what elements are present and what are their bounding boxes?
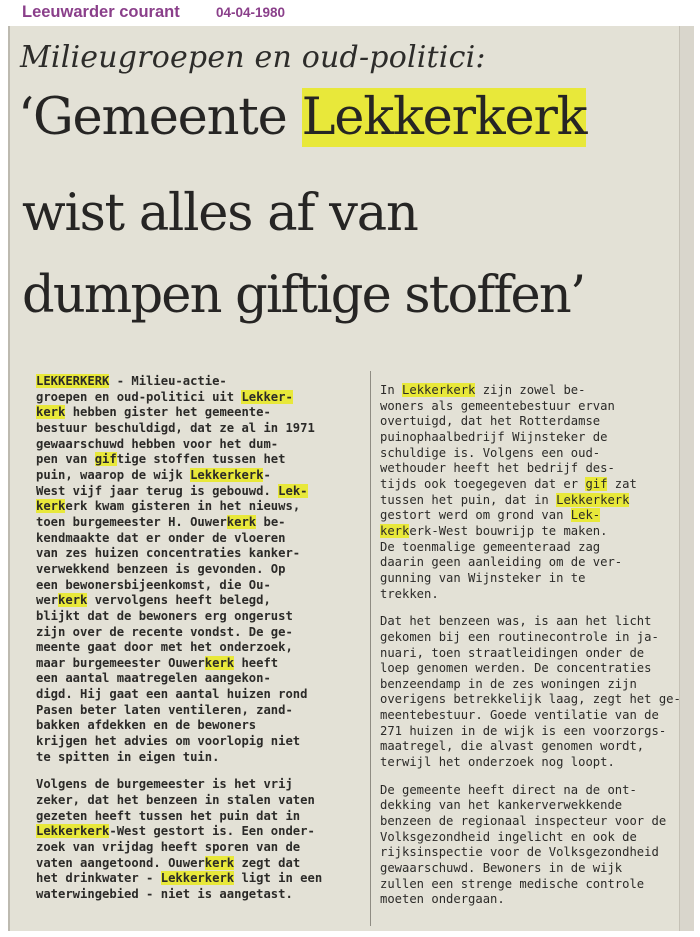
article-line: wethouder heeft het bedrijf des- (380, 461, 615, 476)
article-line: te spitten in eigen tuin. (36, 749, 220, 764)
article-line: Pasen beter laten ventileren, zand- (36, 702, 293, 717)
article-kicker: Milieugroepen en oud-politici: (20, 40, 486, 75)
highlighted-keyword: Lekkerkerk (556, 492, 630, 507)
highlighted-keyword: kerk (204, 655, 235, 670)
article-line: gekomen bij een routinecontrole in ja- (380, 629, 659, 644)
article-line: vaten aangetoond. Ouwerkerk zegt dat (36, 855, 301, 870)
article-line: dekking van het kankerverwekkende (380, 798, 623, 813)
article-line: zullen een strenge medische controle (380, 876, 645, 891)
highlighted-keyword: kerk (204, 855, 235, 870)
highlighted-keyword: LEKKERKERK (36, 374, 110, 388)
article-line: gewaarschuwd. Bewoners in de wijk (380, 861, 623, 876)
article-line: gezeten heeft tussen het puin dat in (36, 808, 301, 823)
headline-line-3: dumpen giftige stoffen’ (22, 266, 585, 325)
highlighted-keyword: Lekkerkerk (190, 467, 264, 482)
article-line: West vijf jaar terug is gebouwd. Lek- (36, 483, 308, 498)
highlighted-keyword: kerk (36, 405, 66, 420)
article-line: blijkt dat de bewoners erg ongerust (36, 608, 293, 623)
highlighted-keyword: Lekkerkerk (402, 383, 476, 397)
article-line: toen burgemeester H. Ouwerkerk be- (36, 514, 286, 529)
publication-date: 04-04-1980 (216, 5, 286, 20)
article-line: loep genomen werden. De concentraties (380, 661, 652, 676)
headline-line-2: wist alles af van (22, 184, 418, 243)
article-line: tijds ook toegegeven dat er gif zat (380, 476, 637, 491)
highlighted-keyword: Lek- (278, 483, 308, 498)
highlighted-keyword: kerk (36, 499, 66, 514)
article-line: zoek van vrijdag heeft sporen van de (36, 840, 301, 855)
article-line: De gemeente heeft direct na de ont- (380, 782, 637, 797)
highlighted-keyword: gif (94, 452, 117, 467)
article-column-left (36, 374, 366, 903)
article-line: daarin geen aanleiding om de ver- (380, 555, 623, 570)
highlighted-keyword: Lekkerkerk (36, 824, 110, 839)
adjacent-column-edge (679, 26, 694, 931)
article-line: moeten ondergaan. (380, 892, 505, 907)
article-line: verwekkend benzeen is gevonden. Op (36, 561, 286, 576)
article-line: Volgens de burgemeester is het vrij (36, 777, 293, 792)
article-paragraph (380, 614, 680, 771)
article-line: puinophaalbedrijf Wijnsteker de (380, 429, 608, 444)
headline-line-1-prefix: ‘Gemeente (18, 88, 302, 147)
article-line: overigens betrekkelijk laag, zegt het ge- (380, 692, 681, 707)
article-line: trekken. (380, 586, 439, 601)
article-line: groepen en oud-politici uit Lekker- (36, 389, 293, 404)
article-line: bakken afdekken en de bewoners (36, 718, 257, 733)
article-line: In Lekkerkerk zijn zowel be- (380, 383, 586, 397)
headline-line-1 (18, 88, 586, 147)
highlighted-keyword: Lekker- (241, 389, 293, 404)
article-line: een bewonersbijeenkomst, die Ou- (36, 577, 271, 592)
article-line: rijksinspectie voor de Volksgezondheid (380, 845, 659, 860)
article-line: schuldige is. Volgens een oud- (380, 445, 601, 460)
article-paragraph (380, 783, 680, 908)
newspaper-clipping (8, 26, 694, 931)
article-line: 271 huizen in de wijk is een voorzorgs- (380, 723, 667, 738)
highlighted-keyword: kerk (226, 514, 257, 529)
article-line: terwijl het onderzoek nog loopt. (380, 755, 615, 770)
highlighted-keyword: kerk (58, 593, 88, 608)
article-line: woners als gemeentebestuur ervan (380, 398, 615, 413)
article-paragraph (36, 374, 366, 765)
article-line: maatregel, die alvast genomen wordt, (380, 739, 645, 754)
article-line: De toenmalige gemeenteraad zag (380, 539, 601, 554)
article-line: meente gaat door met het onderzoek, (36, 640, 293, 655)
article-line: krijgen het advies om voorlopig niet (36, 734, 301, 749)
article-line: Lekkerkerk-West gestort is. Een onder- (36, 824, 315, 839)
article-line: waterwingebied - niet is aangetast. (36, 887, 293, 901)
article-line: overtuigd, dat het Rotterdamse (380, 414, 601, 429)
article-line: het drinkwater - Lekkerkerk ligt in een (36, 871, 323, 886)
article-line: gewaarschuwd hebben voor het dum- (36, 436, 279, 451)
highlighted-keyword: gif (585, 476, 608, 491)
article-line: zijn over de recente vondst. De ge- (36, 624, 293, 639)
source-bar (0, 0, 700, 26)
article-column-right (380, 383, 680, 908)
article-line: van zes huizen concentraties kanker- (36, 546, 301, 561)
highlighted-keyword: Lek- (570, 508, 601, 523)
article-line: LEKKERKERK - Milieu-actie- (36, 374, 227, 388)
article-line: kerk hebben gister het gemeente- (36, 405, 271, 420)
article-line: werkerk vervolgens heeft belegd, (36, 593, 271, 608)
article-paragraph (36, 777, 366, 902)
article-line: bestuur beschuldigd, dat ze al in 1971 (36, 420, 315, 435)
newspaper-name: Leeuwarder courant (22, 3, 180, 21)
article-line: benzeendamp in de zes woningen zijn (380, 676, 637, 691)
highlighted-keyword: kerk (380, 523, 410, 538)
article-line: gunning van Wijnsteker in te (380, 570, 586, 585)
article-line: kerkerk kwam gisteren in het nieuws, (36, 499, 301, 514)
article-line: kendmaakte dat er onder de vloeren (36, 530, 286, 545)
article-line: Dat het benzeen was, is aan het licht (380, 614, 652, 629)
article-line: kerkerk-West bouwrijp te maken. (380, 523, 608, 538)
article-line: zeker, dat het benzeen in stalen vaten (36, 793, 315, 808)
article-line: gestort werd om grond van Lek- (380, 508, 601, 523)
article-line: maar burgemeester Ouwerkerk heeft (36, 655, 279, 670)
headline-highlight: Lekkerkerk (301, 88, 587, 147)
article-line: pen van giftige stoffen tussen het (36, 452, 286, 467)
article-line: Volksgezondheid ingelicht en ook de (380, 829, 637, 844)
article-line: benzeen de regionaal inspecteur voor de (380, 814, 667, 829)
article-line: tussen het puin, dat in Lekkerkerk (380, 492, 630, 507)
article-line: digd. Hij gaat een aantal huizen rond (36, 687, 308, 702)
article-line: een aantal maatregelen aangekon- (36, 671, 271, 686)
column-divider (370, 371, 371, 926)
article-line: meentebestuur. Goede ventilatie van de (380, 708, 659, 723)
article-line: puin, waarop de wijk Lekkerkerk- (36, 467, 271, 482)
article-paragraph (380, 383, 680, 602)
article-line: nuari, toen straatleidingen onder de (380, 645, 645, 660)
highlighted-keyword: Lekkerkerk (160, 871, 235, 886)
